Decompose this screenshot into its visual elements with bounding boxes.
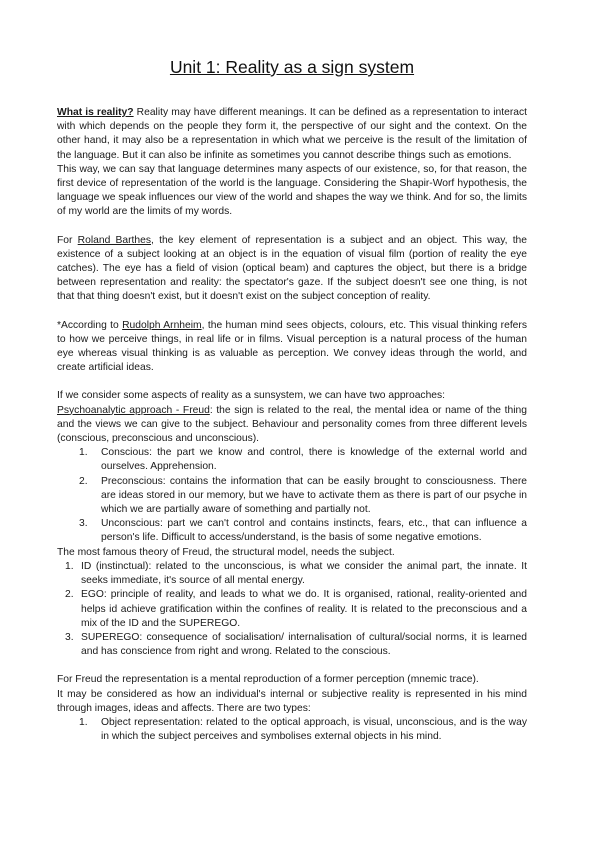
list-item-text: Conscious: the part we know and control, there is knowledge of the external world and ourselves. Apprehension.	[101, 447, 527, 473]
list-item-text: SUPEREGO: consequence of socialisation/ internalisation of cultural/social norms, it is learned and has conscience from right and wrong. Related to the conscious.	[81, 631, 527, 658]
list-item	[57, 475, 527, 518]
structural-intro: The most famous theory of Freud, the structural model, needs the subject.	[57, 546, 395, 558]
list-item	[57, 517, 527, 545]
list-item	[57, 631, 527, 659]
list-number: 1.	[79, 447, 88, 459]
representation-types-paragraph: It may be considered as how an individual's internal or subjective reality is represented in his mind through images, ideas and affects. There are two types:	[57, 688, 527, 714]
levels-list	[57, 446, 527, 545]
types-list	[57, 716, 527, 744]
spacer	[57, 659, 527, 673]
list-item	[57, 560, 527, 588]
list-number: 1.	[79, 716, 88, 728]
list-item-text: ID (instinctual): related to the unconscious, is what we consider the animal part, the innate. It seeks immediate, it's source of all mental energy.	[81, 560, 527, 587]
spacer	[57, 375, 527, 389]
list-item	[57, 716, 527, 744]
list-number: 2.	[79, 475, 88, 487]
barthes-prefix: For	[57, 234, 78, 246]
list-item-text: Object representation: related to the optical approach, is visual, unconscious, and is the way in which the subject perceives and symbolises external objects in his mind.	[101, 716, 527, 743]
list-number: 3.	[65, 631, 74, 643]
page-title: Unit 1: Reality as a sign system	[169, 57, 415, 77]
arnheim-name: Rudolph Arnheim	[122, 319, 202, 331]
arnheim-prefix: *According to	[57, 319, 123, 331]
psychoanalytic-text: : the sign is related to the real, the mental idea or name of the thing and the views we can give to the subject. Behaviour and personality comes from three different levels (conscious, preconscious and unconscious).	[57, 404, 527, 445]
psychoanalytic-label: Psychoanalytic approach - Freud	[57, 404, 210, 416]
representation-paragraph: For Freud the representation is a mental reproduction of a former perception (mnemic trace).	[57, 674, 479, 686]
list-item	[57, 588, 527, 631]
structural-list	[57, 560, 527, 659]
list-number: 2.	[65, 589, 74, 601]
document-page	[57, 56, 527, 744]
list-item-text: Unconscious: part we can't control and contains instincts, fears, etc., that can influence a person's life. Difficult to access/understand, is the basis of some negative emotions.	[101, 518, 527, 544]
language-paragraph: This way, we can say that language determines many aspects of our existence, so, for that reason, the first device of representation of the world is the language. Considering the Shapir-Worf hypothesis, the language we speak influences our view of the world and shapes the way we think. And for so, the limits of my world are the limits of my words.	[57, 163, 527, 218]
reality-text: Reality may have different meanings. It can be defined as a representation to interact with which depends on the people they form it, the perspective of our sight and the context. On the other hand, it may also be a representation in which what we perceive is the result of the limitation of the language. But it can also be infinite as sometimes you cannot describe things such as emotions.	[57, 107, 527, 161]
barthes-name: Roland Barthes	[77, 234, 152, 246]
arnheim-text: , the human mind sees objects, colours, etc. This visual thinking refers to how we perceive things, in real life or in films. Visual perception is a natural process of the human eye whereas visual thinking is as valuable as perception. We convey ideas through the world, and create artificial ideas.	[57, 319, 527, 374]
list-item-text: EGO: principle of reality, and leads to what we do. It is organised, rational, reality-oriented and helps id achieve gratification within the confines of reality. It is related to the preconscious and a mix of the ID and the SUPEREGO.	[81, 589, 527, 629]
approaches-intro: If we consider some aspects of reality as a sunsystem, we can have two approaches:	[57, 390, 446, 402]
reality-heading: What is reality?	[57, 107, 134, 118]
arnheim-paragraph	[57, 319, 527, 376]
barthes-paragraph	[57, 234, 527, 305]
spacer	[57, 305, 527, 319]
list-number: 1.	[65, 560, 74, 572]
spacer	[57, 220, 527, 234]
list-item-text: Preconscious: contains the information that can be easily brought to consciousness. There are ideas stored in our memory, but we have to activate them as there is part of our psyche in which we are partially aware of something and partially not.	[101, 475, 527, 516]
psychoanalytic-paragraph	[57, 404, 527, 447]
reality-paragraph	[57, 106, 527, 163]
list-number: 3.	[79, 518, 88, 530]
barthes-text: , the key element of representation is a subject and an object. This way, the existence of a subject looking at an object is in the equation of visual film (portion of reality the eye catches). The eye has a field of vision (optical beam) and captures the object, but there is a bridge between representation and reality: the spectator's gaze. If the subject doesn't see one thing, is not that that thing doesn't exist, but it doesn't exist on the subject conception of reality.	[57, 234, 528, 303]
list-item	[57, 446, 527, 474]
